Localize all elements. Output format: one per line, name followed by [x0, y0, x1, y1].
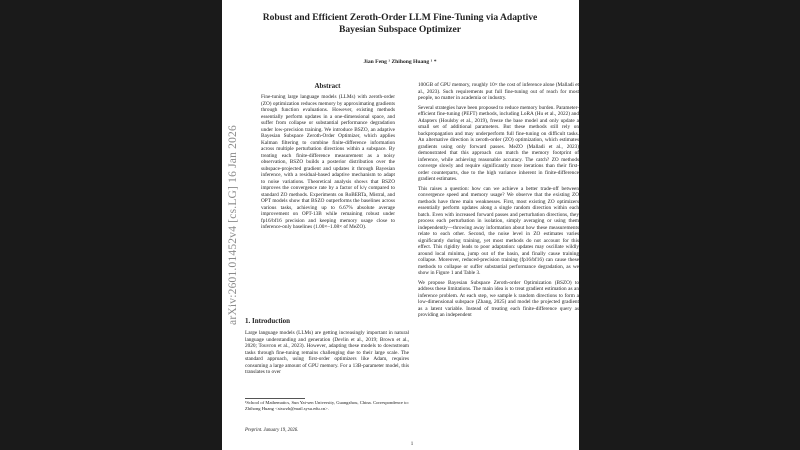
arxiv-sidebar-stamp	[222, 100, 244, 350]
paragraph: Several strategies have been proposed to reduce memory burden. Parameter-efficient fine-tuning (PEFT) methods, including LoRA (Hu et al., 2022) and Adapters (Houlsby et al., 2019), freeze the base model and only update a small set of additional parameters. But these methods still rely on backpropagation and may underperform full fine-tuning on difficult tasks. An alternative direction is zeroth-order (ZO) optimization, which estimates gradients using only forward passes. MeZO (Malladi et al., 2023) demonstrated that this approach can match the memory footprint of inference, while achieving reasonable accuracy. The catch? ZO methods converge slowly and require significantly more iterations than their first-order counterparts, due to the high variance inherent in finite-difference gradient estimates.	[418, 104, 579, 182]
affiliation-footnote: ¹School of Mathematics, Sun Yat-sen University, Guangzhou, China. Correspondence to: Zhihong Huang <stswzh@mail.sysu.edu.cn>.	[245, 400, 409, 411]
introduction-body	[245, 330, 409, 378]
preprint-date: Preprint. January 19, 2026.	[245, 428, 299, 433]
paragraph: We propose Bayesian Subspace Zeroth-order Optimization (BSZO) to address these limitations. The main idea is to treat gradient estimation as an inference problem. At each step, we sample k random directions to form a low-dimensional subspace (Zhang, 2025) and model the projected gradient as a latent variable. Instead of treating each finite-difference query as providing an independent	[418, 279, 579, 318]
abstract-text: Fine-tuning large language models (LLMs) with zeroth-order (ZO) optimization reduces memory by approximating gradients through function evaluations. However, existing methods essentially perform updates in a one-dimensional space, and suffer from collapse or substantial performance degradation under low-precision training. We introduce BSZO, an adaptive Bayesian Subspace Zeroth-Order Optimizer, which applies Kalman filtering to combine finite-difference information across multiple perturbation directions within a subspace. By treating each finite-difference measurement as a noisy observation, BSZO builds a posterior distribution over the subspace-projected gradient and updates it through Bayesian inference, with a residual-based adaptive mechanism to adapt to noise variations. Theoretical analysis shows that BSZO improves the convergence rate by a factor of k/γ compared to standard ZO methods. Experiments on RoBERTa, Mistral, and OPT models show that BSZO outperforms the baselines across various tasks, achieving up to 6.67% absolute average improvement on OPT-13B while remaining robust under fp16/bf16 precision and keeping memory usage close to inference-only baselines (1.00×–1.08× of MeZO).	[261, 94, 395, 230]
arxiv-stamp-text: arXiv:2601.01452v4 [cs.LG] 16 Jan 2026	[227, 125, 239, 325]
paragraph: This raises a question: how can we achieve a better trade-off between convergence speed and memory usage? We observe that the existing ZO methods have three main weaknesses. First, most existing ZO optimizers essentially perform updates along a single random direction within each batch. Even with increased forward passes and perturbation directions, they process each perturbation in isolation, simply averaging or using them independently—throwing away information about how these measurements relate to each other. Second, the noise level in ZO estimates varies significantly during training, yet most methods do not account for this effect. This rigidity leads to poor adaptation: updates may oscillate wildly around local minima, jump out of the basin, and finally cause training collapse. Moreover, reduced-precision training (fp16/bf16) can cause these methods to collapse or suffer substantial performance degradation, as we show in Figure 1 and Table 3.	[418, 185, 579, 276]
paper-title: Robust and Efficient Zeroth-Order LLM Fine-Tuning via Adaptive Bayesian Subspace Optimizer	[262, 12, 538, 35]
abstract-body	[261, 94, 395, 233]
introduction-heading: 1. Introduction	[245, 317, 290, 325]
footnote-rule	[245, 398, 305, 399]
introduction-text: Large language models (LLMs) are getting increasingly important in natural language understanding and generation (Devlin et al., 2019; Brown et al., 2020; Touvron et al., 2023). However, adapting these models to downstream tasks through fine-tuning remains challenging due to their large scale. The standard approach, using first-order optimizers like Adam, requires consuming a large amount of GPU memory. For a 13B-parameter model, this translates to over	[245, 330, 409, 375]
author-line: Jian Feng ¹ Zhihong Huang ¹ *	[363, 59, 437, 65]
abstract-heading: Abstract	[314, 82, 341, 90]
paragraph: 100GB of GPU memory, roughly 10× the cost of inference alone (Malladi et al., 2023). Such requirements put full fine-tuning out of reach for most people, no matter in academia or industry.	[418, 82, 579, 101]
page-number: 1	[410, 442, 414, 447]
right-column	[418, 82, 579, 322]
